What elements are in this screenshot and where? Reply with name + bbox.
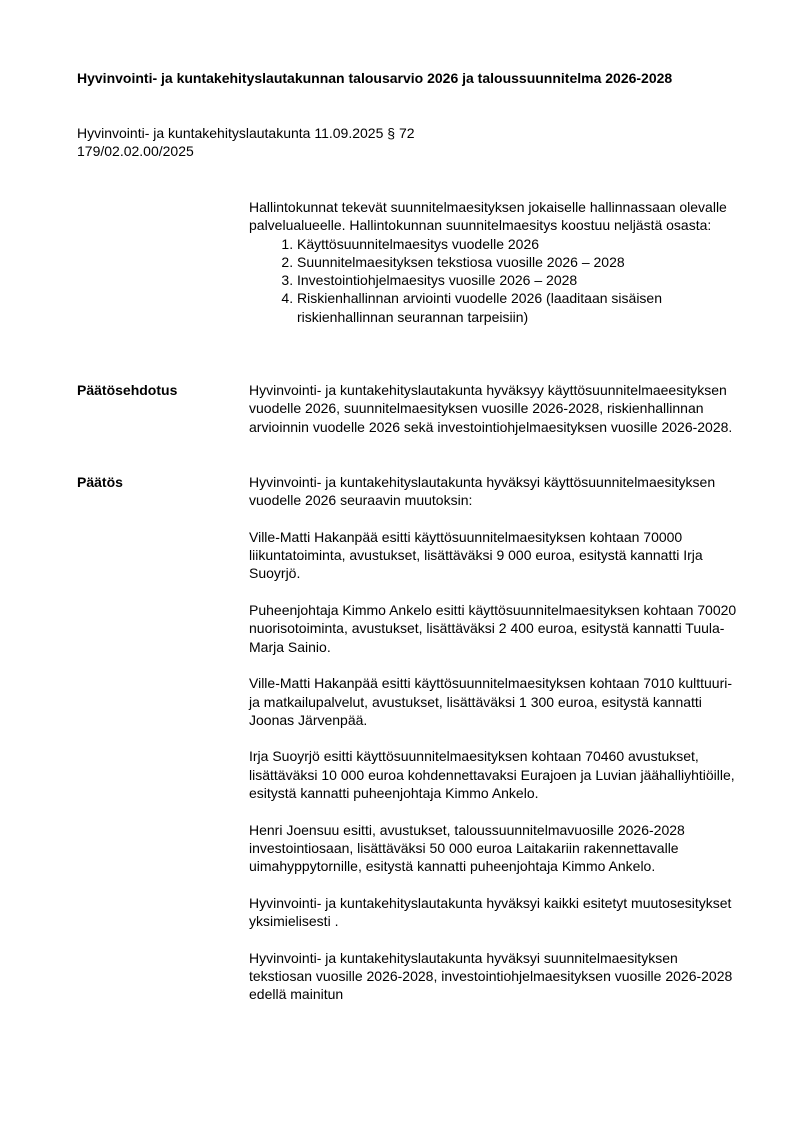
decision-paragraph: Hyvinvointi- ja kuntakehityslautakunta hyväksyi suunnitelmaesityksen tekstiosan vuosille 2026-2028, investointiohjelmaesityksen vuosille 2026-2028 edellä mainitun xyxy=(249,949,733,1003)
meeting-info: Hyvinvointi- ja kuntakehityslautakunta 11.09.2025 § 72 xyxy=(77,125,415,141)
decision-paragraph: Henri Joensuu esitti, avustukset, taloussuunnitelmavuosille 2026-2028 investointiosaan, lisättäväksi 50 000 euroa Laitakariin rakennettavalle uimahyppytornille, esitystä kannatti puheenjohtaja Kimmo Ankelo. xyxy=(249,821,685,875)
decision-paragraph: Irja Suoyrjö esitti käyttösuunnitelmaesityksen kohtaan 70460 avustukset, lisättäväksi 10 000 euroa kohdennettavaksi Eurajoen ja Luvian jäähalliyhtiöille, esitystä kannatti puheenjohtaja Kimmo Ankelo. xyxy=(249,748,735,802)
decision-label: Päätös xyxy=(77,474,123,490)
intro-list xyxy=(249,235,737,326)
decision-paragraph: Hyvinvointi- ja kuntakehityslautakunta hyväksyi käyttösuunnitelmaesityksen vuodelle 2026 seuraavin muutoksin: xyxy=(249,474,716,509)
proposal-text: Hyvinvointi- ja kuntakehityslautakunta hyväksyy käyttösuunnitelmaeesityksen vuodelle 2026, suunnitelmaesityksen vuosille 2026-2028, riskienhallinnan arvioinnin vuodelle 2026 sekä investointiohjelmaesityksen vuosille 2026-2028. xyxy=(249,382,733,435)
intro-paragraph: Hallintokunnat tekevät suunnitelmaesityksen jokaiselle hallinnassaan olevalle palvelualueelle. Hallintokunnan suunnitelmaesitys koostuu neljästä osasta: xyxy=(249,199,727,234)
decision-content xyxy=(249,473,737,1004)
proposal-label: Päätösehdotus xyxy=(77,382,178,398)
proposal-content xyxy=(249,381,737,436)
meeting-meta xyxy=(77,124,415,160)
intro-content xyxy=(249,198,737,326)
decision-paragraph: Hyvinvointi- ja kuntakehityslautakunta hyväksyi kaikki esitetyt muutosesitykset yksimielisesti . xyxy=(249,894,732,930)
record-number: 179/02.02.00/2025 xyxy=(77,143,194,159)
list-item: 2. Suunnitelmaesityksen tekstiosa vuosille 2026 – 2028 xyxy=(297,253,737,271)
decision-paragraph: Ville-Matti Hakanpää esitti käyttösuunnitelmaesityksen kohtaan 70000 liikuntatoiminta, avustukset, lisättäväksi 9 000 euroa, esitystä kannatti Irja Suoyrjö. xyxy=(249,528,703,582)
list-item: 4. Riskienhallinnan arviointi vuodelle 2026 (laaditaan sisäisen riskienhallinnan seurannan tarpeisiin) xyxy=(297,289,737,326)
list-item: 3. Investointiohjelmaesitys vuosille 2026 – 2028 xyxy=(297,271,737,289)
decision-paragraph: Puheenjohtaja Kimmo Ankelo esitti käyttösuunnitelmaesityksen kohtaan 70020 nuorisotoiminta, avustukset, lisättäväksi 2 400 euroa, esitystä kannatti Tuula-Marja Sainio. xyxy=(249,602,737,655)
list-item: 1. Käyttösuunnitelmaesitys vuodelle 2026 xyxy=(297,235,737,253)
document-title: Hyvinvointi- ja kuntakehityslautakunnan talousarvio 2026 ja taloussuunnitelma 2026-2028 xyxy=(77,70,673,86)
decision-paragraph: Ville-Matti Hakanpää esitti käyttösuunnitelmaesityksen kohtaan 7010 kulttuuri- ja matkailupalvelut, avustukset, lisättäväksi 1 300 euroa, esitystä kannatti Joonas Järvenpää. xyxy=(249,675,732,728)
